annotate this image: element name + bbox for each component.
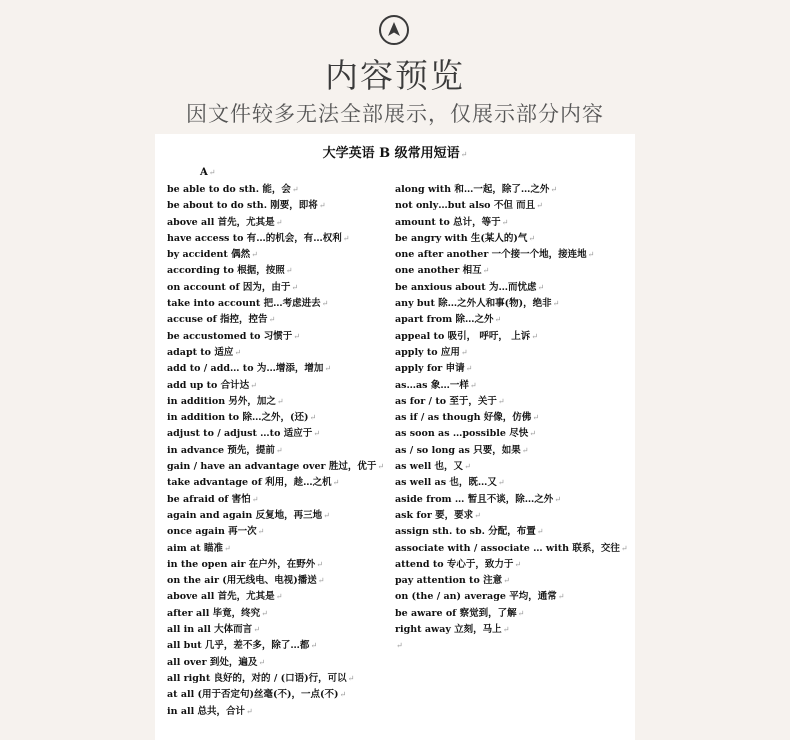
- phrase-text: gain / have an advantage over 胜过，优于: [167, 461, 377, 473]
- paragraph-mark-icon: ↵: [557, 592, 565, 602]
- paragraph-mark-icon: ↵: [620, 543, 628, 553]
- phrase-text: not only…but also 不但 而且: [395, 200, 536, 212]
- right-column-entry: [395, 557, 628, 573]
- right-column-entry: [395, 622, 628, 638]
- phrase-text: apart from 除…之外: [395, 314, 494, 326]
- right-column-entry: [395, 606, 628, 622]
- left-column-entry: [167, 557, 384, 573]
- phrase-text: assign sth. to sb. 分配，布置: [395, 526, 536, 538]
- paragraph-mark-icon: ↵: [291, 185, 299, 194]
- right-column-entry: [395, 394, 628, 410]
- paragraph-mark-icon: ↵: [497, 478, 505, 488]
- left-column-entry: [167, 329, 384, 345]
- paragraph-mark-icon: ↵: [258, 657, 266, 667]
- paragraph-mark-icon: ↵: [536, 201, 543, 211]
- left-column-entry: [167, 345, 384, 361]
- left-column-entry: [167, 704, 384, 720]
- left-column-entry: [167, 182, 384, 198]
- paragraph-mark-icon: ↵: [536, 527, 544, 537]
- document-preview: [155, 134, 635, 740]
- right-column-entry: [395, 378, 628, 394]
- paragraph-mark-icon: ↵: [517, 608, 525, 618]
- phrase-text: be able to do sth. 能，会: [167, 184, 291, 195]
- page-title: 内容预览: [325, 56, 465, 95]
- phrase-text: apply for 申请: [395, 363, 465, 375]
- phrase-text: as…as 象…一样: [395, 379, 469, 391]
- right-column-entry: [395, 361, 628, 377]
- right-column: [395, 182, 628, 655]
- phrase-text: one another 相互: [395, 265, 482, 277]
- phrase-text: adapt to 适应: [167, 346, 234, 358]
- paragraph-mark-icon: ↵: [347, 673, 355, 683]
- phrase-text: as if / as though 好像，仿佛: [395, 412, 532, 424]
- left-column-entry: [167, 671, 384, 687]
- right-column-entry: [395, 410, 628, 426]
- paragraph-mark-icon: ↵: [537, 282, 545, 292]
- paragraph-mark-icon: ↵: [275, 592, 283, 602]
- right-column-entry: [395, 475, 628, 491]
- paragraph-mark-icon: ↵: [268, 315, 276, 325]
- phrase-text: accuse of 指控，控告: [167, 314, 268, 326]
- left-column-entry: [167, 215, 384, 231]
- phrase-text: aside from … 暂且不谈，除…之外: [395, 493, 554, 505]
- phrase-text: associate with / associate … with 联系，交往: [395, 542, 620, 554]
- right-column-entry: [395, 296, 628, 312]
- phrase-text: in all 总共，合计: [167, 705, 246, 717]
- paragraph-mark-icon: ↵: [497, 396, 505, 406]
- left-column-entry: [167, 638, 384, 654]
- paragraph-mark-icon: ↵: [339, 690, 347, 700]
- left-column-entry: [167, 459, 384, 475]
- paragraph-mark-icon: ↵: [257, 527, 265, 537]
- phrase-text: at all (用于否定句)丝毫(不)，一点(不): [167, 689, 339, 701]
- paragraph-mark-icon: ↵: [234, 347, 242, 357]
- phrase-text: as for / to 至于，关于: [395, 395, 497, 407]
- phrase-text: appeal to 吸引， 呼吁， 上诉: [395, 330, 531, 342]
- paragraph-mark-icon: ↵: [554, 494, 561, 504]
- paragraph-mark-icon: ↵: [460, 150, 468, 159]
- paragraph-mark-icon: ↵: [313, 429, 320, 439]
- right-column-entry: [395, 573, 628, 589]
- paragraph-mark-icon: ↵: [503, 576, 510, 586]
- left-column-entry: [167, 443, 384, 459]
- page-subtitle: 因文件较多无法全部展示，仅展示部分内容: [186, 102, 604, 126]
- phrase-text: in addition 另外，加之: [167, 395, 276, 407]
- left-column-entry: [167, 426, 384, 442]
- phrase-text: according to 根据，按照: [167, 265, 285, 277]
- phrase-text: take into account 把…考虑进去: [167, 298, 321, 310]
- left-column-entry: [167, 687, 384, 703]
- phrase-text: pay attention to 注意: [395, 575, 503, 587]
- paragraph-mark-icon: ↵: [552, 299, 560, 309]
- paragraph-mark-icon: ↵: [332, 478, 340, 488]
- left-column-entry: [167, 524, 384, 540]
- paragraph-mark-icon: ↵: [460, 347, 468, 357]
- left-column-entry: [167, 655, 384, 671]
- right-column-entry: [395, 263, 628, 279]
- section-letter: [200, 167, 215, 178]
- paragraph-mark-icon: ↵: [253, 625, 260, 635]
- phrase-text: again and again 反复地，再三地: [167, 509, 323, 521]
- phrase-text: once again 再一次: [167, 526, 257, 538]
- paragraph-mark-icon: ↵: [309, 413, 317, 423]
- phrase-text: as well as 也，既…又: [395, 477, 497, 489]
- paragraph-mark-icon: ↵: [276, 396, 284, 406]
- phrase-text: after all 毕竟，终究: [167, 607, 261, 619]
- right-column-entry: [395, 492, 628, 508]
- paragraph-mark-icon: ↵: [528, 233, 536, 243]
- phrase-text: in addition to 除…之外，(还): [167, 412, 309, 424]
- paragraph-mark-icon: ↵: [318, 201, 326, 211]
- left-column-entry: [167, 410, 384, 426]
- phrase-text: by accident 偶然: [167, 249, 251, 261]
- phrase-text: as well 也，又: [395, 461, 464, 473]
- left-column-entry: [167, 573, 384, 589]
- right-column-entry: [395, 524, 628, 540]
- left-column-entry: [167, 589, 384, 605]
- paragraph-mark-icon: ↵: [251, 250, 258, 260]
- left-column-entry: [167, 378, 384, 394]
- paragraph-mark-icon: ↵: [502, 625, 510, 635]
- phrase-text: above all 首先，尤其是: [167, 216, 275, 228]
- right-column-entry: [395, 247, 628, 263]
- left-column-entry: [167, 198, 384, 214]
- paragraph-mark-icon: ↵: [465, 364, 473, 374]
- phrase-text: add to / add… to 为…增添，增加: [167, 363, 324, 375]
- document-title: [155, 142, 635, 161]
- left-column-entry: [167, 247, 384, 263]
- right-column-entry: [395, 182, 628, 198]
- paragraph-mark-icon: ↵: [275, 217, 283, 227]
- paragraph-mark-icon: ↵: [482, 266, 490, 276]
- phrase-text: ask for 要，要求: [395, 509, 474, 521]
- paragraph-mark-icon: ↵: [261, 608, 268, 618]
- paragraph-mark-icon: ↵: [208, 168, 216, 177]
- paragraph-mark-icon: ↵: [291, 282, 299, 292]
- phrase-text: be about to do sth. 刚要，即将: [167, 200, 318, 212]
- phrase-text: one after another 一个接一个地，接连地: [395, 249, 587, 261]
- left-column-entry: [167, 475, 384, 491]
- phrase-text: in advance 预先，提前: [167, 444, 275, 456]
- right-column-entry: [395, 215, 628, 231]
- left-column-entry: [167, 296, 384, 312]
- phrase-text: adjust to / adjust …to 适应于: [167, 428, 313, 440]
- arrow-up-icon: [384, 20, 404, 40]
- paragraph-mark-icon: ↵: [293, 331, 300, 341]
- left-column-entry: [167, 263, 384, 279]
- paragraph-mark-icon: ↵: [310, 641, 318, 651]
- right-column-entry: [395, 638, 628, 654]
- phrase-text: on (the / an) average 平均，通常: [395, 591, 557, 603]
- paragraph-mark-icon: ↵: [529, 429, 536, 439]
- logo-icon: [379, 15, 409, 45]
- phrase-text: all but 几乎，差不多，除了…都: [167, 640, 310, 652]
- left-column-entry: [167, 394, 384, 410]
- phrase-text: on account of 因为，由于: [167, 281, 291, 293]
- right-column-entry: [395, 508, 628, 524]
- phrase-text: all over 到处，遍及: [167, 656, 258, 668]
- phrase-text: be aware of 察觉到，了解: [395, 607, 517, 619]
- right-column-entry: [395, 459, 628, 475]
- left-column-entry: [167, 508, 384, 524]
- document-title-text: 大学英语 B 级常用短语: [322, 146, 460, 161]
- paragraph-mark-icon: ↵: [494, 315, 502, 325]
- paragraph-mark-icon: ↵: [275, 445, 283, 455]
- left-column-entry: [167, 280, 384, 296]
- paragraph-mark-icon: ↵: [514, 559, 522, 569]
- paragraph-mark-icon: ↵: [377, 462, 385, 472]
- phrase-text: on the air (用无线电、电视)播送: [167, 575, 317, 587]
- phrase-text: attend to 专心于，致力于: [395, 558, 514, 570]
- phrase-text: along with 和…一起，除了…之外: [395, 184, 550, 195]
- paragraph-mark-icon: ↵: [324, 364, 332, 374]
- paragraph-mark-icon: ↵: [250, 380, 257, 390]
- right-column-entry: [395, 541, 628, 557]
- phrase-text: be angry with 生(某人的)气: [395, 232, 528, 244]
- paragraph-mark-icon: ↵: [246, 706, 253, 716]
- paragraph-mark-icon: ↵: [587, 250, 595, 260]
- phrase-text: right away 立刻，马上: [395, 624, 502, 636]
- phrase-text: be anxious about 为…而忧虑: [395, 281, 537, 293]
- phrase-text: above all 首先，尤其是: [167, 591, 275, 603]
- right-column-entry: [395, 231, 628, 247]
- right-column-entry: [395, 589, 628, 605]
- phrase-text: as / so long as 只要，如果: [395, 444, 521, 456]
- left-column-entry: [167, 231, 384, 247]
- paragraph-mark-icon: ↵: [223, 543, 231, 553]
- paragraph-mark-icon: ↵: [316, 559, 323, 569]
- paragraph-mark-icon: ↵: [469, 380, 477, 390]
- right-column-entry: [395, 280, 628, 296]
- paragraph-mark-icon: ↵: [321, 299, 329, 309]
- left-column-entry: [167, 492, 384, 508]
- phrase-text: be afraid of 害怕: [167, 493, 251, 505]
- phrase-text: all in all 大体而言: [167, 624, 253, 636]
- left-column-entry: [167, 361, 384, 377]
- phrase-text: amount to 总计，等于: [395, 216, 501, 228]
- right-column-entry: [395, 312, 628, 328]
- phrase-text: aim at 瞄准: [167, 542, 223, 554]
- section-letter-text: A: [200, 167, 208, 178]
- paragraph-mark-icon: ↵: [474, 510, 481, 520]
- paragraph-mark-icon: ↵: [396, 641, 403, 651]
- phrase-text: take advantage of 利用，趁…之机: [167, 477, 332, 489]
- paragraph-mark-icon: ↵: [501, 217, 509, 227]
- paragraph-mark-icon: ↵: [532, 413, 540, 423]
- right-column-entry: [395, 426, 628, 442]
- phrase-text: apply to 应用: [395, 346, 460, 358]
- left-column-entry: [167, 622, 384, 638]
- phrase-text: have access to 有…的机会，有…权利: [167, 232, 342, 244]
- left-column-entry: [167, 541, 384, 557]
- paragraph-mark-icon: ↵: [342, 233, 350, 243]
- paragraph-mark-icon: ↵: [521, 445, 529, 455]
- left-column: [167, 182, 384, 720]
- right-column-entry: [395, 345, 628, 361]
- phrase-text: as soon as …possible 尽快: [395, 428, 529, 440]
- left-column-entry: [167, 312, 384, 328]
- right-column-entry: [395, 198, 628, 214]
- paragraph-mark-icon: ↵: [531, 331, 538, 341]
- paragraph-mark-icon: ↵: [323, 510, 330, 520]
- phrase-text: in the open air 在户外，在野外: [167, 558, 316, 570]
- paragraph-mark-icon: ↵: [550, 185, 558, 194]
- paragraph-mark-icon: ↵: [464, 462, 471, 472]
- phrase-text: all right 良好的，对的 / (口语)行，可以: [167, 672, 347, 684]
- right-column-entry: [395, 443, 628, 459]
- right-column-entry: [395, 329, 628, 345]
- left-column-entry: [167, 606, 384, 622]
- phrase-text: any but 除…之外人和事(物)，绝非: [395, 298, 552, 310]
- phrase-text: add up to 合计达: [167, 379, 250, 391]
- paragraph-mark-icon: ↵: [317, 576, 325, 586]
- paragraph-mark-icon: ↵: [251, 494, 259, 504]
- phrase-text: be accustomed to 习惯于: [167, 330, 293, 342]
- paragraph-mark-icon: ↵: [285, 266, 293, 276]
